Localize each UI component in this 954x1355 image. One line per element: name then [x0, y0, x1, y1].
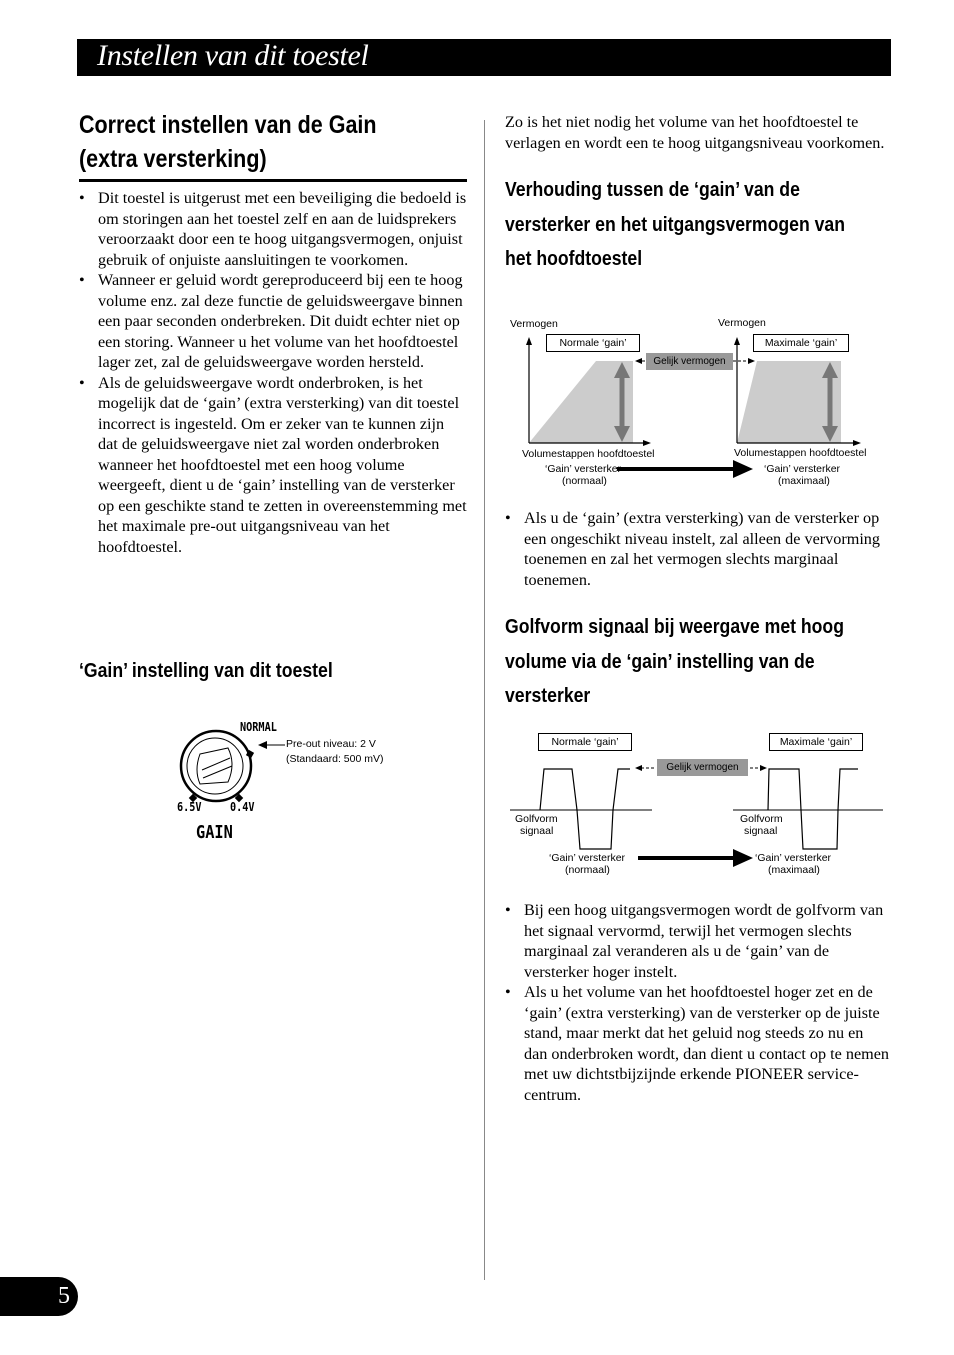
normal-gain-box: Normale ‘gain’: [546, 334, 640, 352]
gain-setting-subheading: ‘Gain’ instelling van dit toestel: [79, 659, 333, 682]
gain-bullet-list: [505, 508, 890, 590]
intro-paragraph: Zo is het niet nodig het volume van het hoofdtoestel te verlagen en wordt een te hoog uitgangsniveau voorkomen.: [505, 113, 885, 152]
knob-left-label: 6.5V: [177, 800, 202, 814]
left-waveform-label-1: Golfvorm: [515, 813, 558, 825]
knob-callout-line-1: Pre-out niveau: 2 V: [286, 738, 376, 750]
bullet-item: • Als u het volume van het hoofdtoestel hoger zet en de ‘gain’ (extra versterking) van de versterker op de juiste stand, maar merkt dat het geluid nog steeds zo nu en dan onderbroken wordt, dan dient u contact op te nemen met uw dichtstbijzijnde erkende PIONEER service-centrum.: [505, 982, 890, 1105]
section-title-line-1: Correct instellen van de Gain: [79, 111, 377, 139]
bullet-item: • Dit toestel is uitgerust met een beveiliging die bedoeld is om storingen aan het toestel zelf en aan de luidsprekers veroorzaakt door een te hoog uitgangsvermogen, onjuist gebruik of onjuiste aansluitingen te voorkomen.: [79, 188, 467, 270]
knob-right-label: 0.4V: [230, 800, 255, 814]
max-gain-box: Maximale ‘gain’: [753, 334, 849, 352]
right-x-axis-label: Volumestappen hoofdtoestel: [734, 447, 867, 459]
right-caption-1: ‘Gain’ versterker: [755, 852, 832, 864]
knob-callout-line-2: (Standaard: 500 mV): [286, 753, 384, 765]
bullet-item: • Bij een hoog uitgangsvermogen wordt de golfvorm van het signaal vervormd, terwijl het vermogen slechts marginaal zal veranderen als u de ‘gain’ van de versterker hoger instelt.: [505, 900, 890, 982]
bullet-item: • Als de geluidsweergave wordt onderbroken, is het mogelijk dat de ‘gain’ (extra versterking) van dit toestel incorrect is ingesteld. Om er zeker van te kunnen zijn dat de geluidsweergave niet zal worden onderbroken wanneer het hoofdtoestel met een hoog volume weergeeft, dient u de ‘gain’ instelling van de versterker op een geschikte stand te zetten in overeenstemming met het maximale pre-out uitgangsniveau van het hoofdtoestel.: [79, 373, 467, 558]
max-gain-box: Maximale ‘gain’: [769, 733, 863, 751]
right-caption-2: (maximaal): [778, 475, 830, 487]
heading-ratio-line-1: Verhouding tussen de ‘gain’ van de: [505, 178, 800, 201]
bullet-item: • Wanneer er geluid wordt gereproduceerd bij een te hoog volume enz. zal deze functie de geluidsweergave binnen een paar seconden onderbreken. Dit duidt echter niet op een storing. Wanneer u het volume van het hoofdtoestel lager zet, zal de geluidsweergave worden hersteld.: [79, 270, 467, 373]
heading-ratio-line-2: versterker en het uitgangsvermogen van: [505, 212, 845, 236]
heading-waveform-line-1: Golfvorm signaal bij weergave met hoog: [505, 615, 844, 638]
heading-ratio-line-3: het hoofdtoestel: [505, 247, 643, 270]
heading-waveform-line-2: volume via de ‘gain’ instelling van de: [505, 649, 815, 673]
left-column: [79, 108, 467, 682]
page-header-title: Instellen van dit toestel: [97, 39, 369, 72]
section-title-rule: [79, 179, 467, 182]
left-caption-2: (normaal): [562, 475, 607, 487]
knob-normal-label: NORMAL: [240, 720, 277, 734]
left-waveform-label-2: signaal: [520, 825, 554, 837]
page-header-bar: [77, 39, 891, 76]
normal-gain-box: Normale ‘gain’: [538, 733, 632, 751]
page-number-tab: [0, 1277, 78, 1316]
left-x-axis-label: Volumestappen hoofdtoestel: [522, 448, 655, 460]
page-number: 5: [58, 1283, 70, 1309]
intro-bullet-list: [79, 188, 467, 557]
right-waveform-label-1: Golfvorm: [740, 813, 783, 825]
column-divider: [484, 120, 485, 1280]
right-bottom-block: [505, 900, 890, 1105]
right-caption-2: (maximaal): [768, 864, 820, 876]
left-y-axis-label: Vermogen: [510, 318, 558, 330]
left-caption-2: (normaal): [565, 864, 610, 876]
equal-power-label: Gelijk vermogen: [646, 353, 733, 370]
left-caption-1: ‘Gain’ versterker: [545, 463, 622, 475]
equal-power-label: Gelijk vermogen: [657, 759, 748, 776]
right-y-axis-label: Vermogen: [718, 317, 766, 329]
right-column: [505, 112, 890, 277]
gain-power-diagram: [505, 312, 890, 492]
bullet-item: • Als u de ‘gain’ (extra versterking) van de versterker op een ongeschikt niveau instelt, zal alleen de vervorming toenemen en zal het vermogen slechts marginaal toenemen.: [505, 508, 890, 590]
waveform-bullet-list: [505, 900, 890, 1105]
waveform-diagram: [505, 730, 890, 880]
right-middle-block: [505, 508, 890, 714]
knob-gain-label: GAIN: [196, 822, 233, 843]
right-caption-1: ‘Gain’ versterker: [764, 463, 841, 475]
left-caption-1: ‘Gain’ versterker: [549, 852, 626, 864]
gain-knob-illustration: [170, 718, 430, 848]
heading-waveform-line-3: versterker: [505, 684, 591, 707]
section-title-line-2: (extra versterking): [79, 145, 267, 173]
right-waveform-label-2: signaal: [744, 825, 778, 837]
